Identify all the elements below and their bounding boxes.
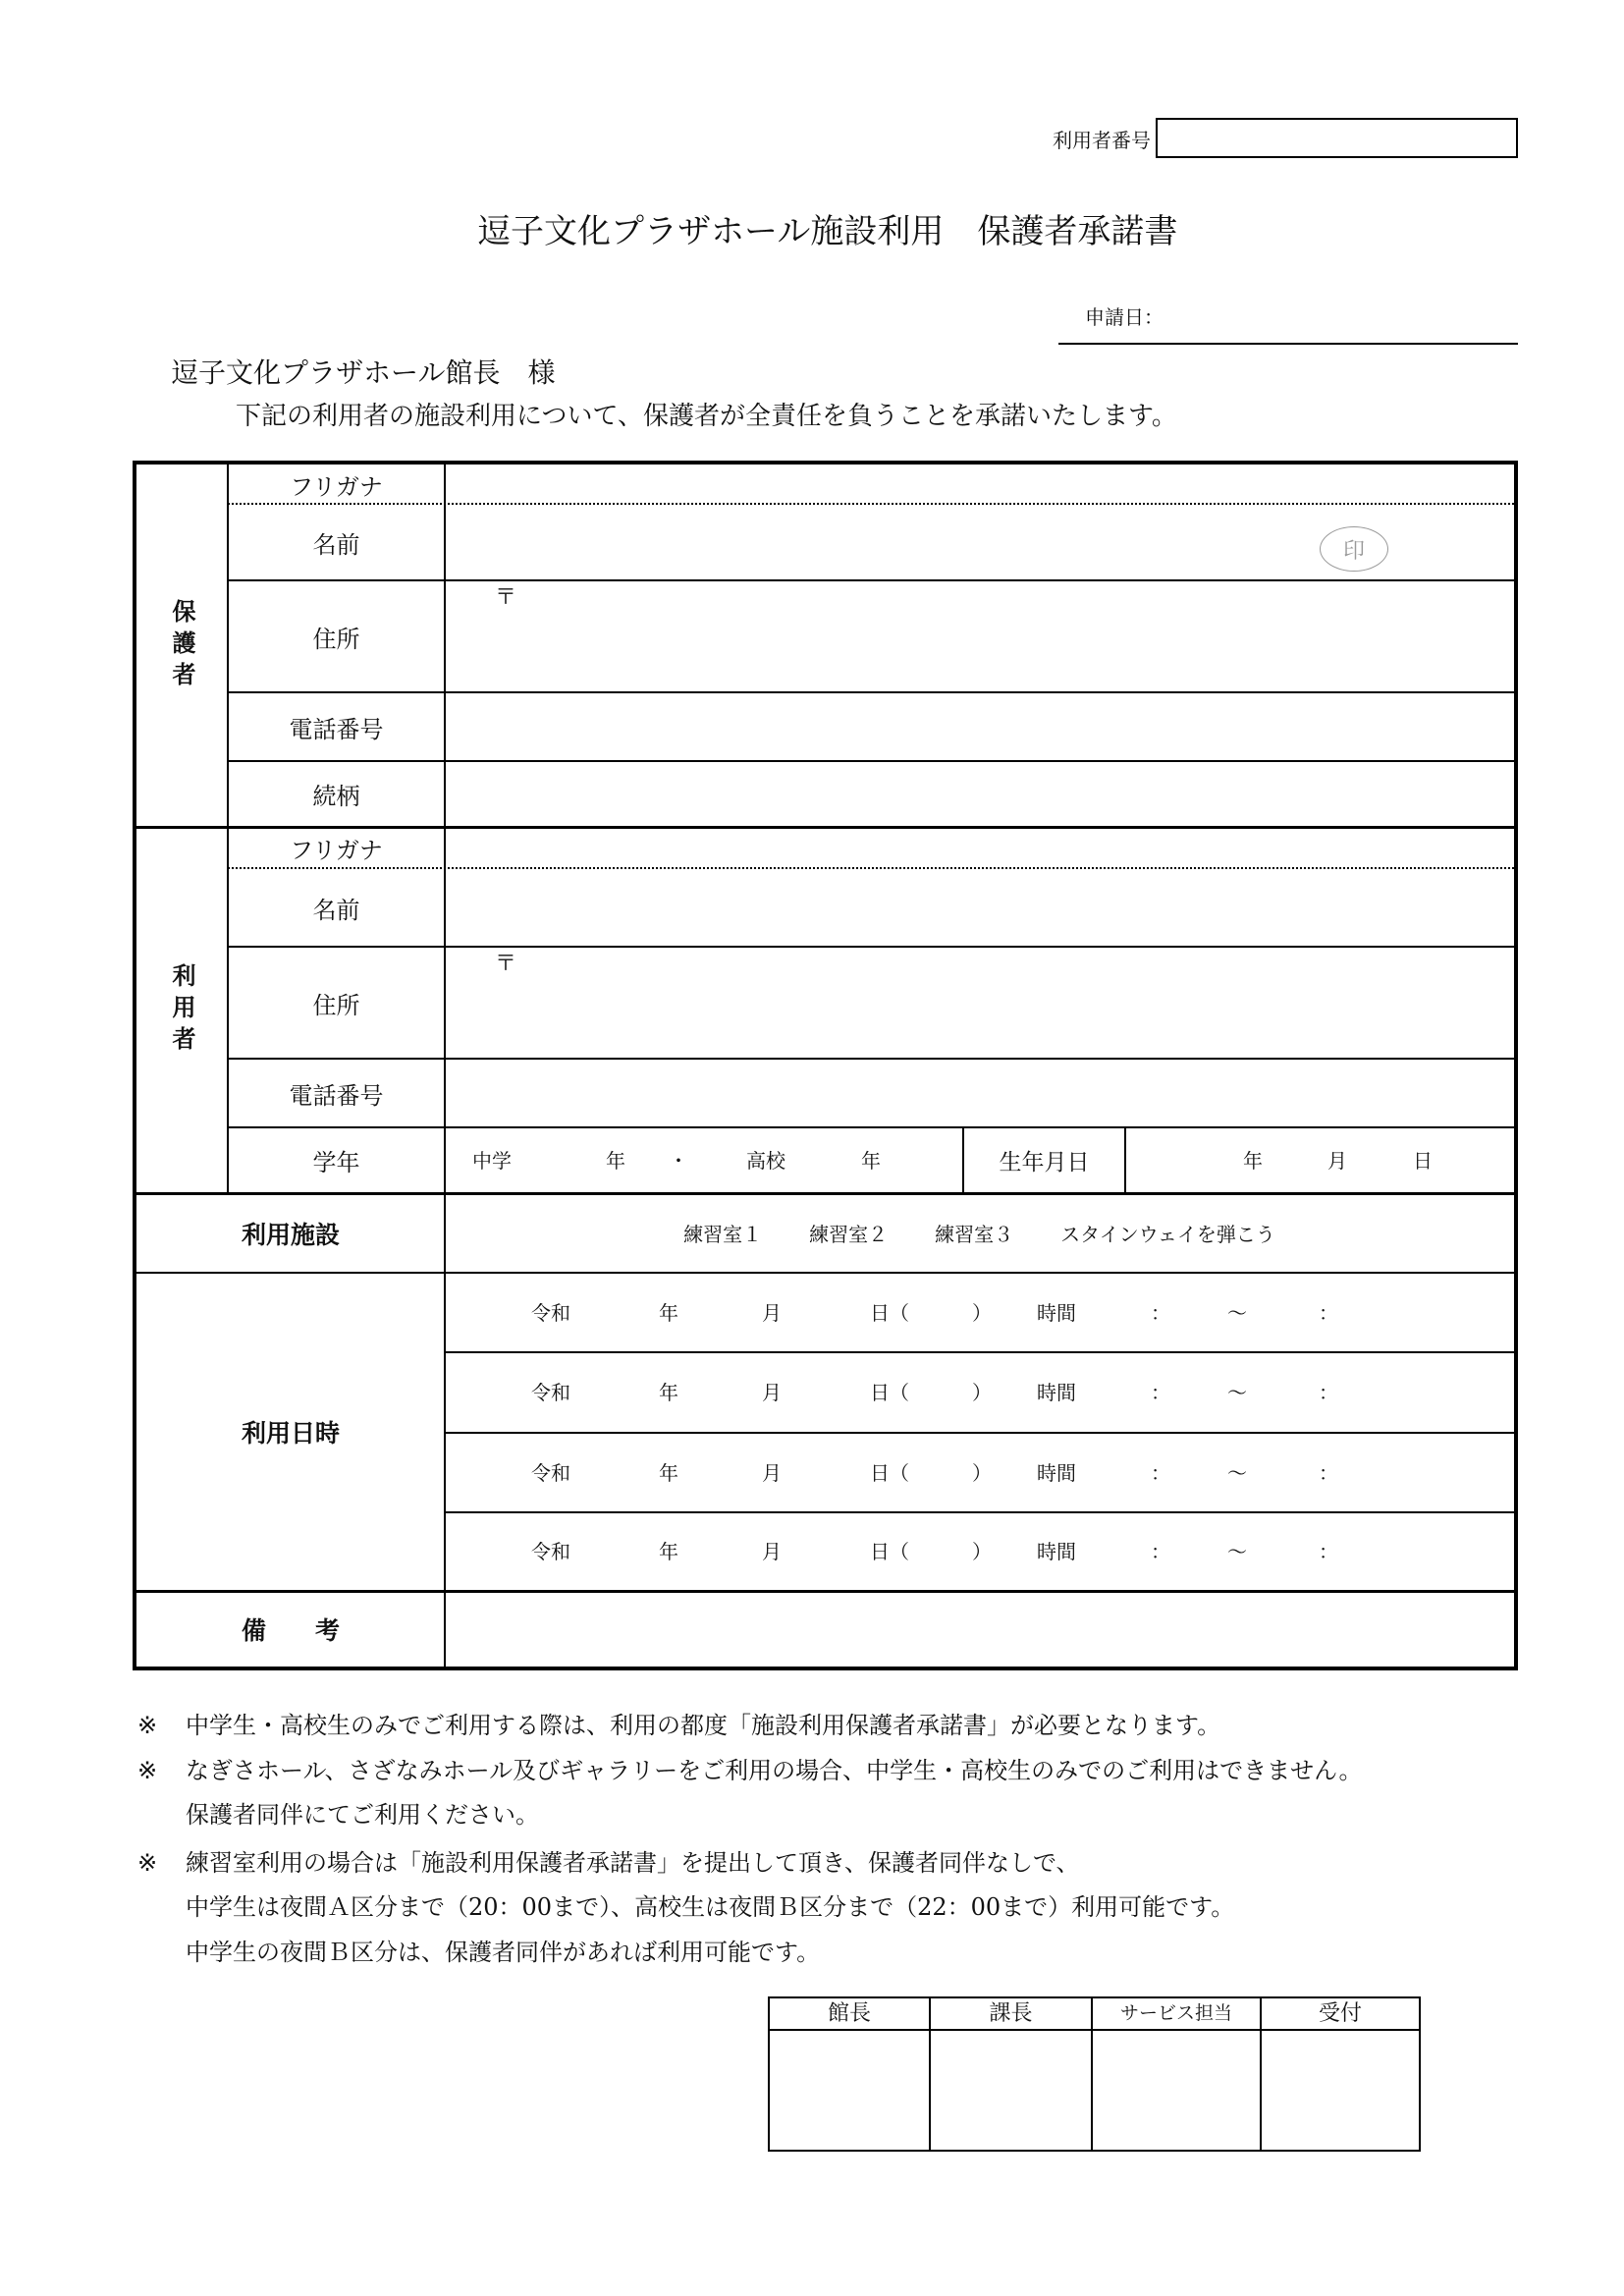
approval-header-section-chief: 課長 xyxy=(931,1998,1093,2031)
datetime-start-colon: ： xyxy=(1151,1540,1170,1563)
datetime-start-colon: ： xyxy=(1151,1300,1170,1325)
datetime-range: ～ xyxy=(1227,1300,1247,1325)
note-mark: ※ xyxy=(137,1757,158,1784)
grade-high-school: 高校 xyxy=(746,1148,785,1173)
guardian-section-label: 保護者 xyxy=(168,598,196,693)
facility-option[interactable]: 練習室１ xyxy=(683,1223,763,1246)
user-section-label: 利用者 xyxy=(168,962,196,1058)
birthdate-field[interactable] xyxy=(1125,1127,1514,1193)
datetime-era: 令和 xyxy=(531,1300,570,1325)
birthdate-day: 日 xyxy=(1413,1148,1433,1173)
approval-stamp-table xyxy=(768,1996,1421,2152)
datetime-year: 年 xyxy=(659,1381,678,1404)
note-line: 中学生の夜間Ｂ区分は、保護者同伴があれば利用可能です。 xyxy=(186,1939,821,1966)
application-table xyxy=(133,461,1518,1670)
datetime-era: 令和 xyxy=(531,1460,570,1485)
note-line: 保護者同伴にてご利用ください。 xyxy=(186,1801,539,1829)
birthdate-month: 月 xyxy=(1327,1148,1347,1173)
user-number-field[interactable] xyxy=(1156,118,1518,158)
user-section xyxy=(136,827,228,1193)
note-mark: ※ xyxy=(137,1712,158,1739)
stamp-box-section-chief[interactable] xyxy=(931,2031,1093,2150)
datetime-end-colon: ： xyxy=(1319,1381,1338,1404)
datetime-start-colon: ： xyxy=(1151,1460,1170,1485)
page-title: 逗子文化プラザホール施設利用 保護者承諾書 xyxy=(477,212,1178,251)
facility-label: 利用施設 xyxy=(241,1220,340,1249)
datetime-year: 年 xyxy=(659,1300,678,1325)
facility-options xyxy=(445,1193,1514,1273)
grade-junior-high: 中学 xyxy=(472,1148,512,1173)
user-address-label: 住所 xyxy=(312,991,360,1019)
grade-junior-high-year: 年 xyxy=(606,1148,625,1173)
datetime-start-colon: ： xyxy=(1151,1381,1170,1404)
note-line: 中学生は夜間Ａ区分まで（20：00まで）、高校生は夜間Ｂ区分まで（22：00まで）利用可能です。 xyxy=(186,1893,1235,1921)
remarks-field[interactable] xyxy=(445,1591,1514,1667)
seal-stamp-icon xyxy=(1320,526,1388,572)
datetime-range: ～ xyxy=(1227,1540,1247,1563)
datetime-day-close: ） xyxy=(972,1460,992,1485)
user-grade-label: 学年 xyxy=(312,1149,360,1176)
approval-header-reception: 受付 xyxy=(1262,1998,1419,2031)
datetime-end-colon: ： xyxy=(1319,1460,1338,1485)
guardian-relationship-label: 続柄 xyxy=(312,783,360,810)
datetime-month: 月 xyxy=(762,1540,782,1563)
guardian-address-label: 住所 xyxy=(312,625,360,653)
datetime-month: 月 xyxy=(762,1300,782,1325)
approval-header-director: 館長 xyxy=(770,1998,931,2031)
datetime-day: 日（ xyxy=(870,1540,909,1563)
addressee: 逗子文化プラザホール館長 様 xyxy=(171,356,556,389)
datetime-year: 年 xyxy=(659,1460,678,1485)
guardian-furigana-label: フリガナ xyxy=(290,472,383,501)
guardian-furigana-field[interactable] xyxy=(445,465,1514,504)
datetime-time: 時間 xyxy=(1037,1540,1076,1563)
datetime-end-colon: ： xyxy=(1319,1300,1338,1325)
guardian-address-field[interactable] xyxy=(445,580,1514,692)
postal-mark-icon: 〒 xyxy=(495,952,517,976)
guardian-phone-field[interactable] xyxy=(445,692,1514,761)
facility-option[interactable]: 練習室３ xyxy=(935,1223,1014,1246)
user-furigana-label: フリガナ xyxy=(290,836,383,864)
seal-mark: 印 xyxy=(1342,538,1365,564)
user-phone-field[interactable] xyxy=(445,1059,1514,1127)
usage-datetime-label: 利用日時 xyxy=(241,1419,340,1448)
user-phone-label: 電話番号 xyxy=(289,1081,384,1110)
datetime-row[interactable] xyxy=(445,1352,1514,1433)
datetime-time: 時間 xyxy=(1037,1300,1076,1325)
note-mark: ※ xyxy=(137,1849,158,1877)
birthdate-year: 年 xyxy=(1243,1148,1263,1173)
datetime-era: 令和 xyxy=(531,1381,570,1404)
guardian-section xyxy=(136,465,228,827)
application-date-field[interactable] xyxy=(1058,295,1518,345)
user-address-field[interactable] xyxy=(445,947,1514,1059)
guardian-relationship-field[interactable] xyxy=(445,761,1514,827)
consent-statement: 下記の利用者の施設利用について、保護者が全責任を負うことを承諾いたします。 xyxy=(236,402,1177,431)
datetime-time: 時間 xyxy=(1037,1460,1076,1485)
datetime-year: 年 xyxy=(659,1540,678,1563)
datetime-time: 時間 xyxy=(1037,1381,1076,1404)
datetime-day-close: ） xyxy=(972,1300,992,1325)
stamp-box-director[interactable] xyxy=(770,2031,931,2150)
grade-separator: ・ xyxy=(669,1148,688,1173)
user-furigana-field[interactable] xyxy=(445,827,1514,868)
datetime-month: 月 xyxy=(762,1381,782,1404)
grade-high-school-year: 年 xyxy=(861,1148,881,1173)
facility-option[interactable]: 練習室２ xyxy=(809,1223,889,1246)
note-line: なぎさホール、さざなみホール及びギャラリーをご利用の場合、中学生・高校生のみでのご利用はできません。 xyxy=(186,1757,1363,1784)
birthdate-label: 生年月日 xyxy=(999,1150,1090,1175)
application-date-label: 申請日： xyxy=(1085,305,1164,329)
note-line: 中学生・高校生のみでご利用する際は、利用の都度「施設利用保護者承諾書」が必要となります。 xyxy=(186,1712,1221,1739)
datetime-range: ～ xyxy=(1227,1381,1247,1404)
stamp-box-service-staff[interactable] xyxy=(1093,2031,1262,2150)
user-name-label: 名前 xyxy=(312,896,360,924)
stamp-box-reception[interactable] xyxy=(1262,2031,1419,2150)
datetime-month: 月 xyxy=(762,1460,782,1485)
datetime-row[interactable] xyxy=(445,1512,1514,1591)
remarks-label: 備 考 xyxy=(241,1615,340,1645)
datetime-day-close: ） xyxy=(972,1381,992,1404)
note-line: 練習室利用の場合は「施設利用保護者承諾書」を提出して頂き、保護者同伴なしで、 xyxy=(186,1849,1080,1877)
datetime-row[interactable] xyxy=(445,1433,1514,1512)
datetime-day: 日（ xyxy=(870,1300,909,1325)
datetime-day: 日（ xyxy=(870,1381,909,1404)
user-name-field[interactable] xyxy=(445,868,1514,947)
facility-option-list xyxy=(683,1219,1275,1247)
guardian-phone-label: 電話番号 xyxy=(289,715,384,743)
grade-field[interactable] xyxy=(445,1127,963,1193)
datetime-end-colon: ： xyxy=(1319,1540,1338,1563)
approval-header-service-staff: サービス担当 xyxy=(1093,1998,1262,2031)
facility-option[interactable]: スタインウェイを弾こう xyxy=(1060,1223,1275,1246)
datetime-range: ～ xyxy=(1227,1460,1247,1485)
guardian-name-label: 名前 xyxy=(312,530,360,559)
datetime-day-close: ） xyxy=(972,1540,992,1563)
datetime-row[interactable] xyxy=(445,1273,1514,1352)
postal-mark-icon: 〒 xyxy=(495,585,517,610)
user-number-label: 利用者番号 xyxy=(1053,129,1151,152)
datetime-day: 日（ xyxy=(870,1460,909,1485)
datetime-era: 令和 xyxy=(531,1540,570,1563)
